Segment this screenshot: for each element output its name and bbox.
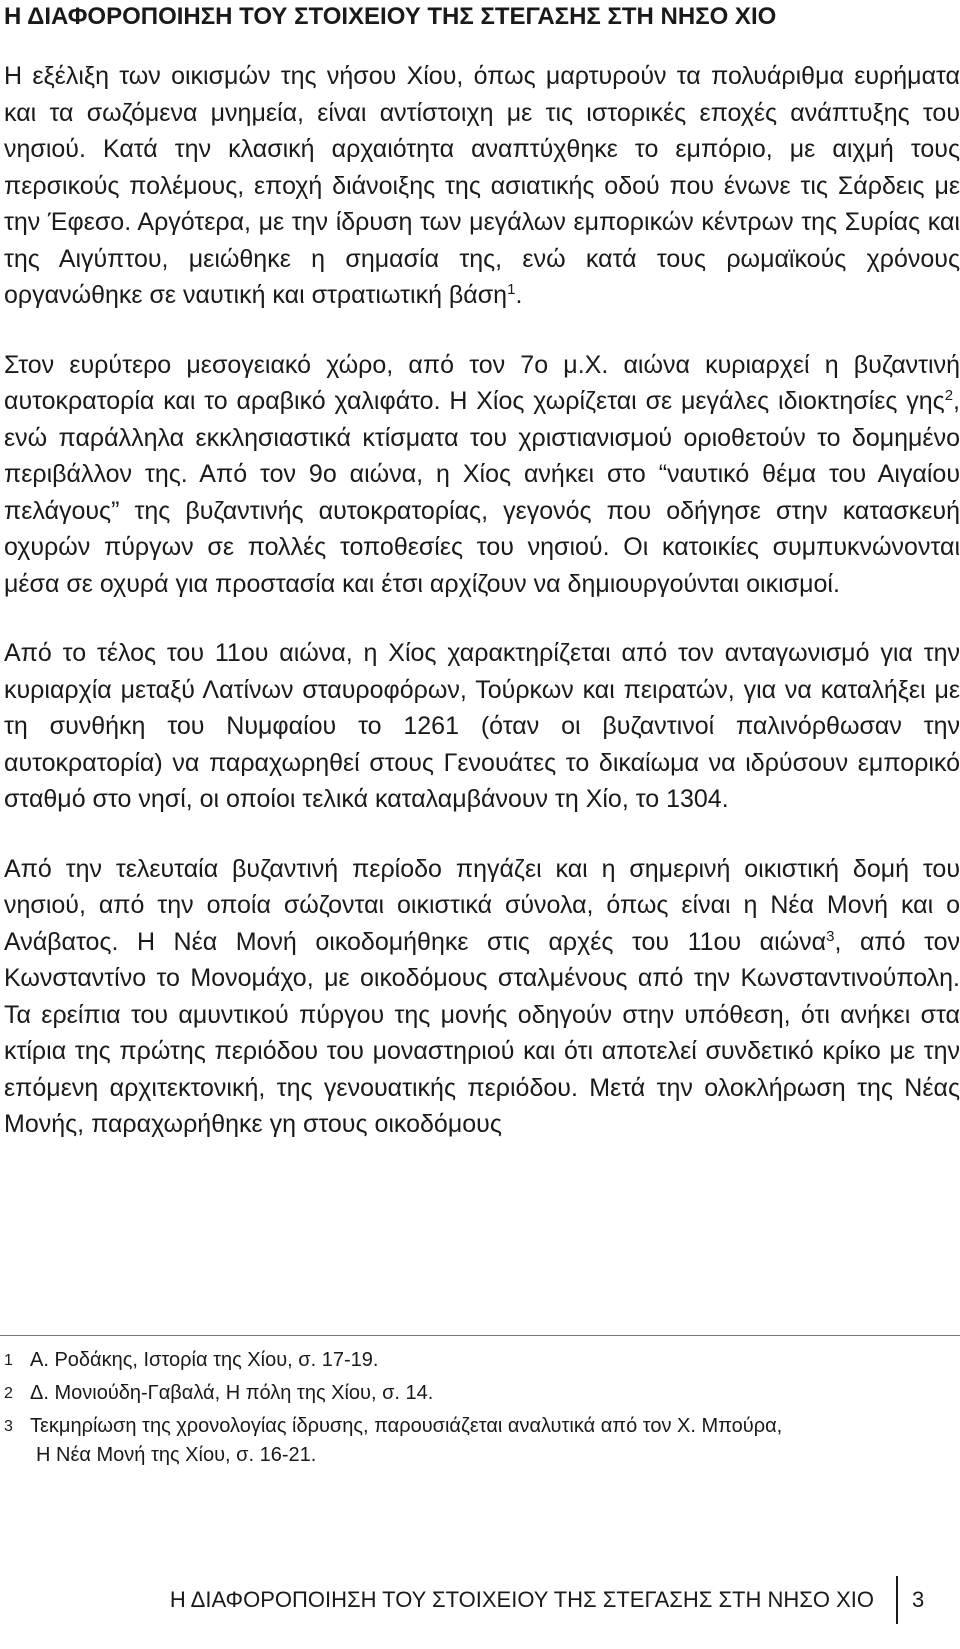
footnote-text: Τεκμηρίωση της χρονολογίας ίδρυσης, παρουσιάζεται αναλυτικά από τον Χ. Μπούρα, (30, 1415, 783, 1437)
paragraph-3-text: Από το τέλος του 11ου αιώνα, η Χίος χαρακτηρίζεται από τον ανταγωνισμό για την κυριαρχία μεταξύ Λατίνων σταυροφόρων, Τούρκων και πειρατών, για να καταλήξει με τη συνθήκη του Νυμφαίου το 1261 (όταν οι βυζαντινοί παλινόρθωσαν την αυτοκρατορία) να παραχωρηθεί στους Γενουάτες το δικαίωμα να ιδρύσουν εμπορικό σταθμό στο νησί, οι οποίοι τελικά καταλαμβάνουν τη Χίο, το 1304. (4, 639, 960, 813)
footnote-number: 3 (4, 1418, 13, 1435)
footnote-3-continuation: Η Νέα Μονή της Χίου, σ. 16-21. (36, 1444, 317, 1466)
paragraph-1-end: . (515, 281, 523, 309)
body-text (4, 58, 960, 1143)
footnote-separator (0, 1335, 960, 1336)
paragraph-2-text-b: , ενώ παράλληλα εκκλησιαστικά κτίσματα του χριστιανισμού οριοθετούν το δομημένο περιβάλλον της. Από τον 9ο αιώνα, η Χίος ανήκει στο “ναυτικό θέμα του Αιγαίου πελάγους” της βυζαντινής αυτοκρατορίας, γεγονός που οδήγησε στην κατασκευή οχυρών πύργων σε πολλές τοποθεσίες του νησιού. Οι κατοικίες συμπυκνώνονται μέσα σε οχυρά για προστασία και έτσι αρχίζουν να δημιουργούνται οικισμοί. (4, 387, 960, 598)
footnote-text: Δ. Μονιούδη-Γαβαλά, Η πόλη της Χίου, σ. 14. (30, 1382, 434, 1404)
paragraph-4-text-a: Από την τελευταία βυζαντινή περίοδο πηγάζει και η σημερινή οικιστική δομή του νησιού, από την οποία σώζονται οικιστικά σύνολα, όπως είναι η Νέα Μονή και ο Ανάβατος. Η Νέα Μονή οικοδομήθηκε στις αρχές του 11ου αιώνα (4, 854, 960, 956)
footer-divider (896, 1576, 898, 1624)
footnotes (4, 1346, 960, 1470)
page-heading: Η ΔΙΑΦΟΡΟΠΟΙΗΣΗ ΤΟΥ ΣΤΟΙΧΕΙΟΥ ΤΗΣ ΣΤΕΓΑΣΗΣ ΣΤΗ ΝΗΣΟ ΧΙΟ (4, 3, 777, 30)
footer-title: Η ΔΙΑΦΟΡΟΠΟΙΗΣΗ ΤΟΥ ΣΤΟΙΧΕΙΟΥ ΤΗΣ ΣΤΕΓΑΣΗΣ ΣΤΗ ΝΗΣΟ ΧΙΟ (169, 1587, 874, 1612)
page-number: 3 (912, 1587, 925, 1612)
paragraph-4 (4, 851, 960, 1143)
paragraph-2-text-a: Στον ευρύτερο μεσογειακό χώρο, από τον 7ο μ.Χ. αιώνα κυριαρχεί η βυζαντινή αυτοκρατορία και το αραβικό χαλιφάτο. Η Χίος χωρίζεται σε μεγάλες ιδιοκτησίες γης (4, 350, 960, 415)
paragraph-4-text-b: , από τον Κωνσταντίνο το Μονομάχο, με οικοδόμους σταλμένους από την Κωνσταντινούπολη. Τα ερείπια του αμυντικού πύργου της μονής οδηγούν στην υπόθεση, ότι ανήκει στα κτίρια της πρώτης περιόδου του μοναστηριού και ότι αποτελεί συνδετικό κρίκο με την επόμενη αρχιτεκτονική, της γενουατικής περιόδου. Μετά την ολοκλήρωση της Νέας Μονής, παραχωρήθηκε γη στους οικοδόμους (4, 927, 960, 1138)
paragraph-1 (4, 58, 960, 314)
footnote-number: 1 (4, 1352, 13, 1369)
footnote-ref-1: 1 (507, 281, 516, 298)
footnote-text: Α. Ροδάκης, Ιστορία της Χίου, σ. 17-19. (30, 1349, 379, 1371)
footnote-ref-3: 3 (826, 927, 835, 945)
footnote-2 (4, 1379, 960, 1408)
paragraph-2 (4, 347, 960, 603)
footnote-ref-2: 2 (944, 387, 954, 404)
footnote-1 (4, 1346, 960, 1375)
paragraph-3 (4, 635, 960, 818)
footnote-3 (4, 1412, 960, 1441)
footnote-number: 2 (4, 1385, 13, 1402)
running-footer (0, 1576, 960, 1624)
paragraph-1-text: Η εξέλιξη των οικισμών της νήσου Χίου, όπως μαρτυρούν τα πολυάριθμα ευρήματα και τα σωζόμενα μνημεία, είναι αντίστοιχη με τις ιστορικές εποχές ανάπτυξης του νησιού. Κατά την κλασική αρχαιότητα αναπτύχθηκε το εμπόριο, με αιχμή τους περσικούς πολέμους, εποχή διάνοιξης της ασιατικής οδού που ένωνε τις Σάρδεις με την Έφεσο. Αργότερα, με την ίδρυση των μεγάλων εμπορικών κέντρων της Συρίας και της Αιγύπτου, μειώθηκε η σημασία της, ενώ κατά τους ρωμαϊκούς χρόνους οργανώθηκε σε ναυτική και στρατιωτική βάση (4, 62, 960, 309)
